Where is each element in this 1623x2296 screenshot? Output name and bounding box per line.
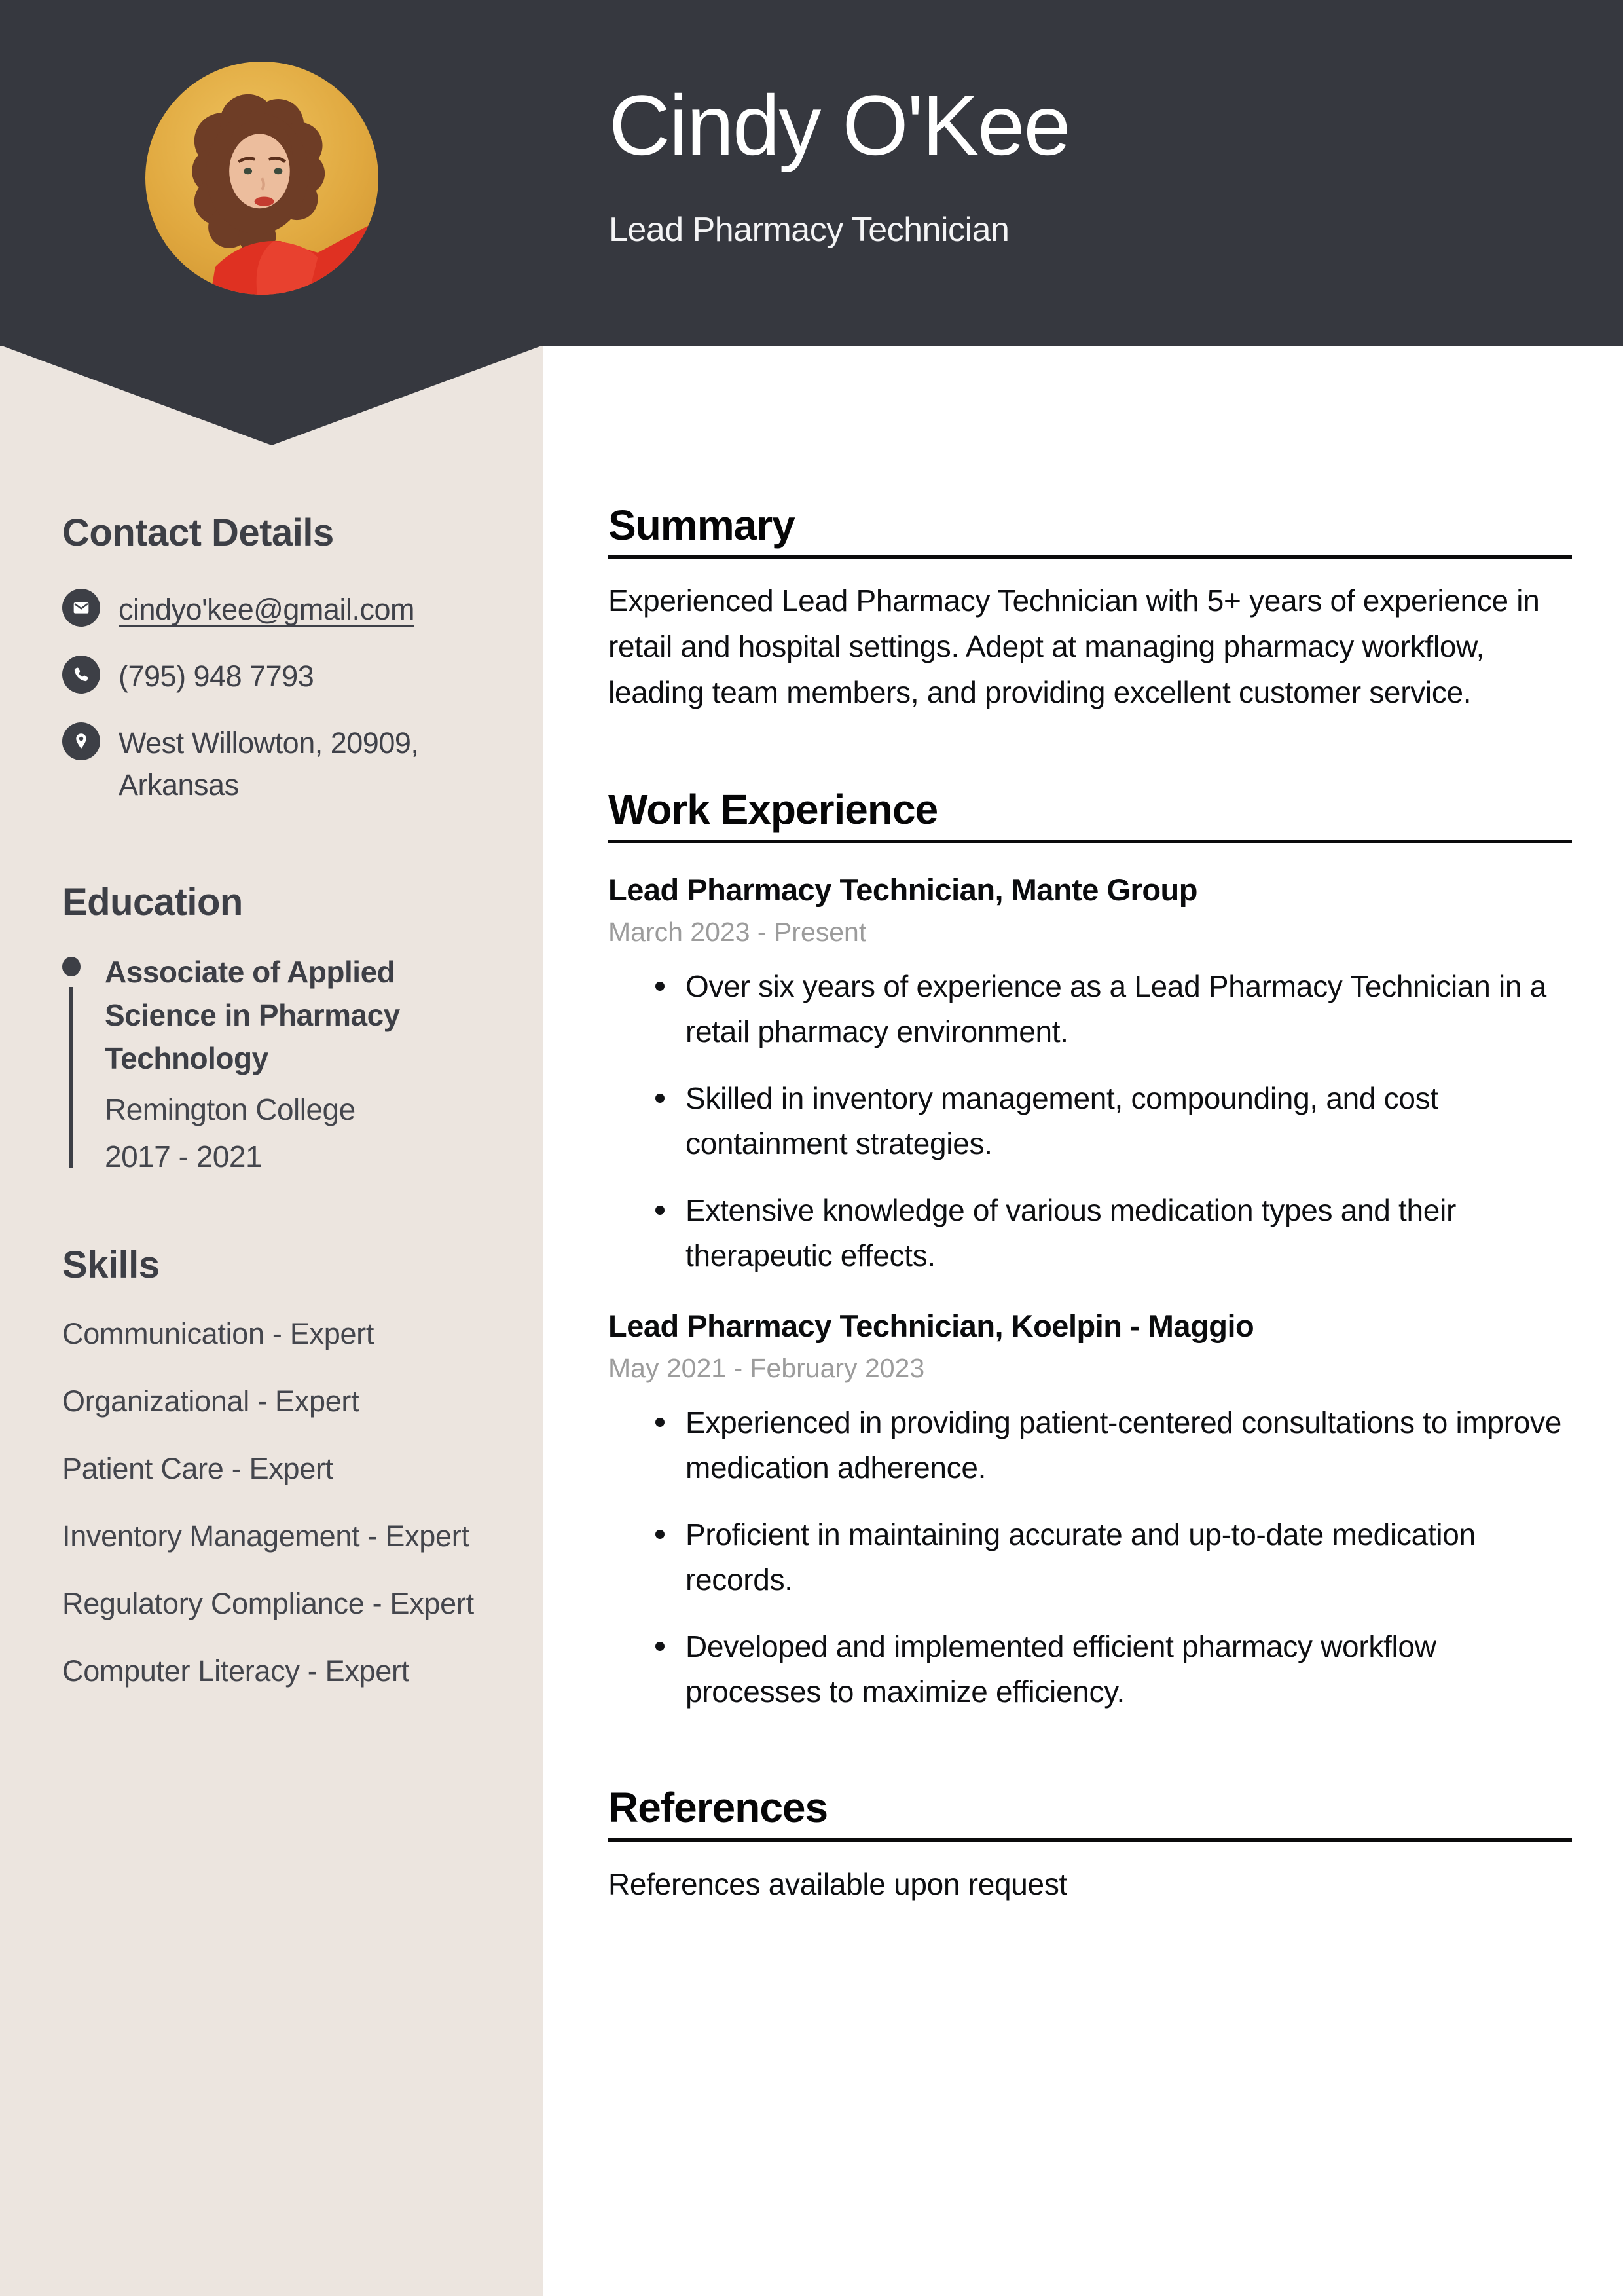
skills-list <box>62 1314 511 1691</box>
profile-photo <box>145 62 378 295</box>
candidate-title: Lead Pharmacy Technician <box>609 211 1010 249</box>
contact-location-line2: Arkansas <box>119 768 239 802</box>
job-bullet <box>608 1188 1572 1278</box>
sidebar <box>62 511 511 1719</box>
skill-item: Organizational - Expert <box>62 1384 359 1418</box>
education-years: 2017 - 2021 <box>105 1139 263 1174</box>
job-bullet <box>608 964 1572 1054</box>
job-bullet <box>608 1624 1572 1714</box>
candidate-name: Cindy O'Kee <box>609 77 1070 173</box>
location-icon <box>62 722 100 760</box>
phone-icon <box>62 656 100 694</box>
contact-email <box>119 589 414 631</box>
bullet-dot <box>655 1418 665 1427</box>
contact-heading: Contact Details <box>62 511 334 554</box>
contact-location-line1: West Willowton, 20909, <box>119 726 419 760</box>
education-section <box>62 883 511 1173</box>
contact-list <box>62 589 511 806</box>
bullet-dot <box>655 1094 665 1103</box>
work-experience-heading: Work Experience <box>608 786 938 833</box>
job-dates: March 2023 - Present <box>608 917 867 947</box>
job-bullet <box>608 1512 1572 1602</box>
education-entry <box>62 950 511 1173</box>
summary-section <box>608 504 1572 715</box>
bullet-dot <box>655 1642 665 1651</box>
contact-row-phone <box>62 656 511 697</box>
profile-photo-illustration <box>145 62 378 295</box>
main-column <box>543 0 1623 1907</box>
skill-item: Regulatory Compliance - Expert <box>62 1587 474 1620</box>
bullet-dot <box>655 982 665 991</box>
section-rule <box>608 555 1572 559</box>
contact-section <box>62 511 511 806</box>
section-rule <box>608 1838 1572 1842</box>
timeline-line <box>69 987 73 1168</box>
skill-item: Computer Literacy - Expert <box>62 1654 409 1688</box>
job-bullet-text: Developed and implemented efficient pharmacy workflow processes to maximize efficiency. <box>685 1629 1436 1709</box>
job-dates: May 2021 - February 2023 <box>608 1353 925 1383</box>
job-bullet <box>608 1400 1572 1491</box>
section-rule <box>608 840 1572 843</box>
job-bullet-list <box>608 964 1572 1278</box>
email-icon <box>62 589 100 627</box>
job-bullet-text: Over six years of experience as a Lead Pharmacy Technician in a retail pharmacy environment. <box>685 969 1546 1048</box>
bullet-dot <box>655 1206 665 1215</box>
job-bullet-text: Proficient in maintaining accurate and up-to-date medication records. <box>685 1517 1476 1597</box>
job-entry <box>608 872 1572 1278</box>
job-bullet-text: Extensive knowledge of various medication types and their therapeutic effects. <box>685 1193 1457 1272</box>
skill-item: Communication - Expert <box>62 1317 374 1350</box>
skill-item: Inventory Management - Expert <box>62 1519 469 1553</box>
contact-row-location <box>62 722 511 806</box>
contact-location <box>119 722 418 806</box>
job-bullet-text: Skilled in inventory management, compounding, and cost containment strategies. <box>685 1081 1438 1160</box>
summary-text: Experienced Lead Pharmacy Technician with 5+ years of experience in retail and hospital settings. Adept at managing pharmacy workflow, leading team members, and providing excellent customer service. <box>608 583 1540 709</box>
job-entry <box>608 1308 1572 1714</box>
job-bullet-text: Experienced in providing patient-centered consultations to improve medication adherence. <box>685 1405 1561 1485</box>
skills-section <box>62 1246 511 1691</box>
job-bullet <box>608 1076 1572 1166</box>
education-heading: Education <box>62 881 243 923</box>
contact-row-email <box>62 589 511 631</box>
skills-heading: Skills <box>62 1244 160 1286</box>
references-section <box>608 1784 1572 1907</box>
summary-heading: Summary <box>608 502 795 549</box>
skill-item: Patient Care - Expert <box>62 1452 333 1485</box>
education-school: Remington College <box>105 1092 356 1126</box>
contact-phone: (795) 948 7793 <box>119 659 314 693</box>
job-title: Lead Pharmacy Technician, Koelpin - Maggio <box>608 1308 1254 1343</box>
work-experience-section <box>608 788 1572 1714</box>
job-bullet-list <box>608 1400 1572 1714</box>
references-heading: References <box>608 1784 828 1831</box>
references-text: References available upon request <box>608 1867 1068 1901</box>
email-link[interactable]: cindyo'kee@gmail.com <box>119 593 414 626</box>
bullet-dot <box>655 1530 665 1539</box>
job-title: Lead Pharmacy Technician, Mante Group <box>608 872 1197 907</box>
timeline-dot <box>62 957 81 976</box>
education-degree: Associate of Applied Science in Pharmacy Technology <box>105 955 400 1075</box>
